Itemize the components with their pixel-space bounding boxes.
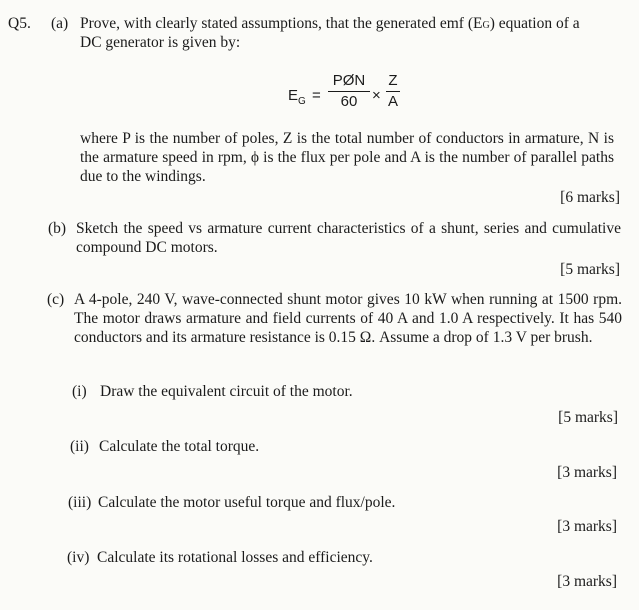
part-a-subscript: G xyxy=(482,20,490,31)
part-c-text: A 4-pole, 240 V, wave-connected shunt motor gives 10 kW when running at 1500 rpm. The motor draws armature and field currents of 40 A and 1.0 A respectively. It has 540 conductors and its armature resistance is 0.15 Ω. Assume a drop of 1.3 V per brush. xyxy=(74,291,622,346)
subpart-iv-text: Calculate its rotational losses and efficiency. xyxy=(97,549,373,566)
subpart-ii-marks: [3 marks] xyxy=(557,464,617,481)
subpart-ii-label: (ii) xyxy=(70,438,89,455)
part-b-marks: [5 marks] xyxy=(560,261,620,278)
subpart-iii-marks: [3 marks] xyxy=(557,518,617,535)
subpart-i-text: Draw the equivalent circuit of the motor. xyxy=(100,383,353,400)
subpart-iii-label: (iii) xyxy=(68,494,92,511)
formula-times: × xyxy=(372,87,381,104)
subpart-ii-text: Calculate the total torque. xyxy=(99,438,260,455)
part-a-label: (a) xyxy=(51,15,69,32)
formula-fraction-1: PØN 60 xyxy=(328,72,370,111)
formula-lhs: $E_G$ xyxy=(288,87,306,107)
subpart-i-marks: [5 marks] xyxy=(558,409,618,426)
formula-fraction-2: Z A xyxy=(387,72,398,110)
part-b-label: (b) xyxy=(48,220,67,237)
question-number: Q5. xyxy=(8,15,31,32)
part-b-text: Sketch the speed vs armature current characteristics of a shunt, series and cumulative compound DC motors. xyxy=(76,220,621,256)
subpart-i-label: (i) xyxy=(72,383,87,400)
subpart-iv-label: (iv) xyxy=(67,549,90,566)
part-a-line2: DC generator is given by: xyxy=(80,34,241,51)
formula-equals: = xyxy=(312,87,321,104)
subpart-iv-marks: [3 marks] xyxy=(557,573,617,590)
part-c-label: (c) xyxy=(47,291,65,308)
part-a-line1: Prove, with clearly stated assumptions, that the generated emf (EG) equation of a xyxy=(80,15,580,32)
part-a-marks: [6 marks] xyxy=(560,189,620,206)
subpart-iii-text: Calculate the motor useful torque and flux/pole. xyxy=(98,494,396,511)
part-a-where-text: where P is the number of poles, Z is the total number of conductors in armature, N is the armature speed in rpm, ϕ is the flux per pole and A is the number of parallel paths due to the windings. xyxy=(80,130,614,185)
